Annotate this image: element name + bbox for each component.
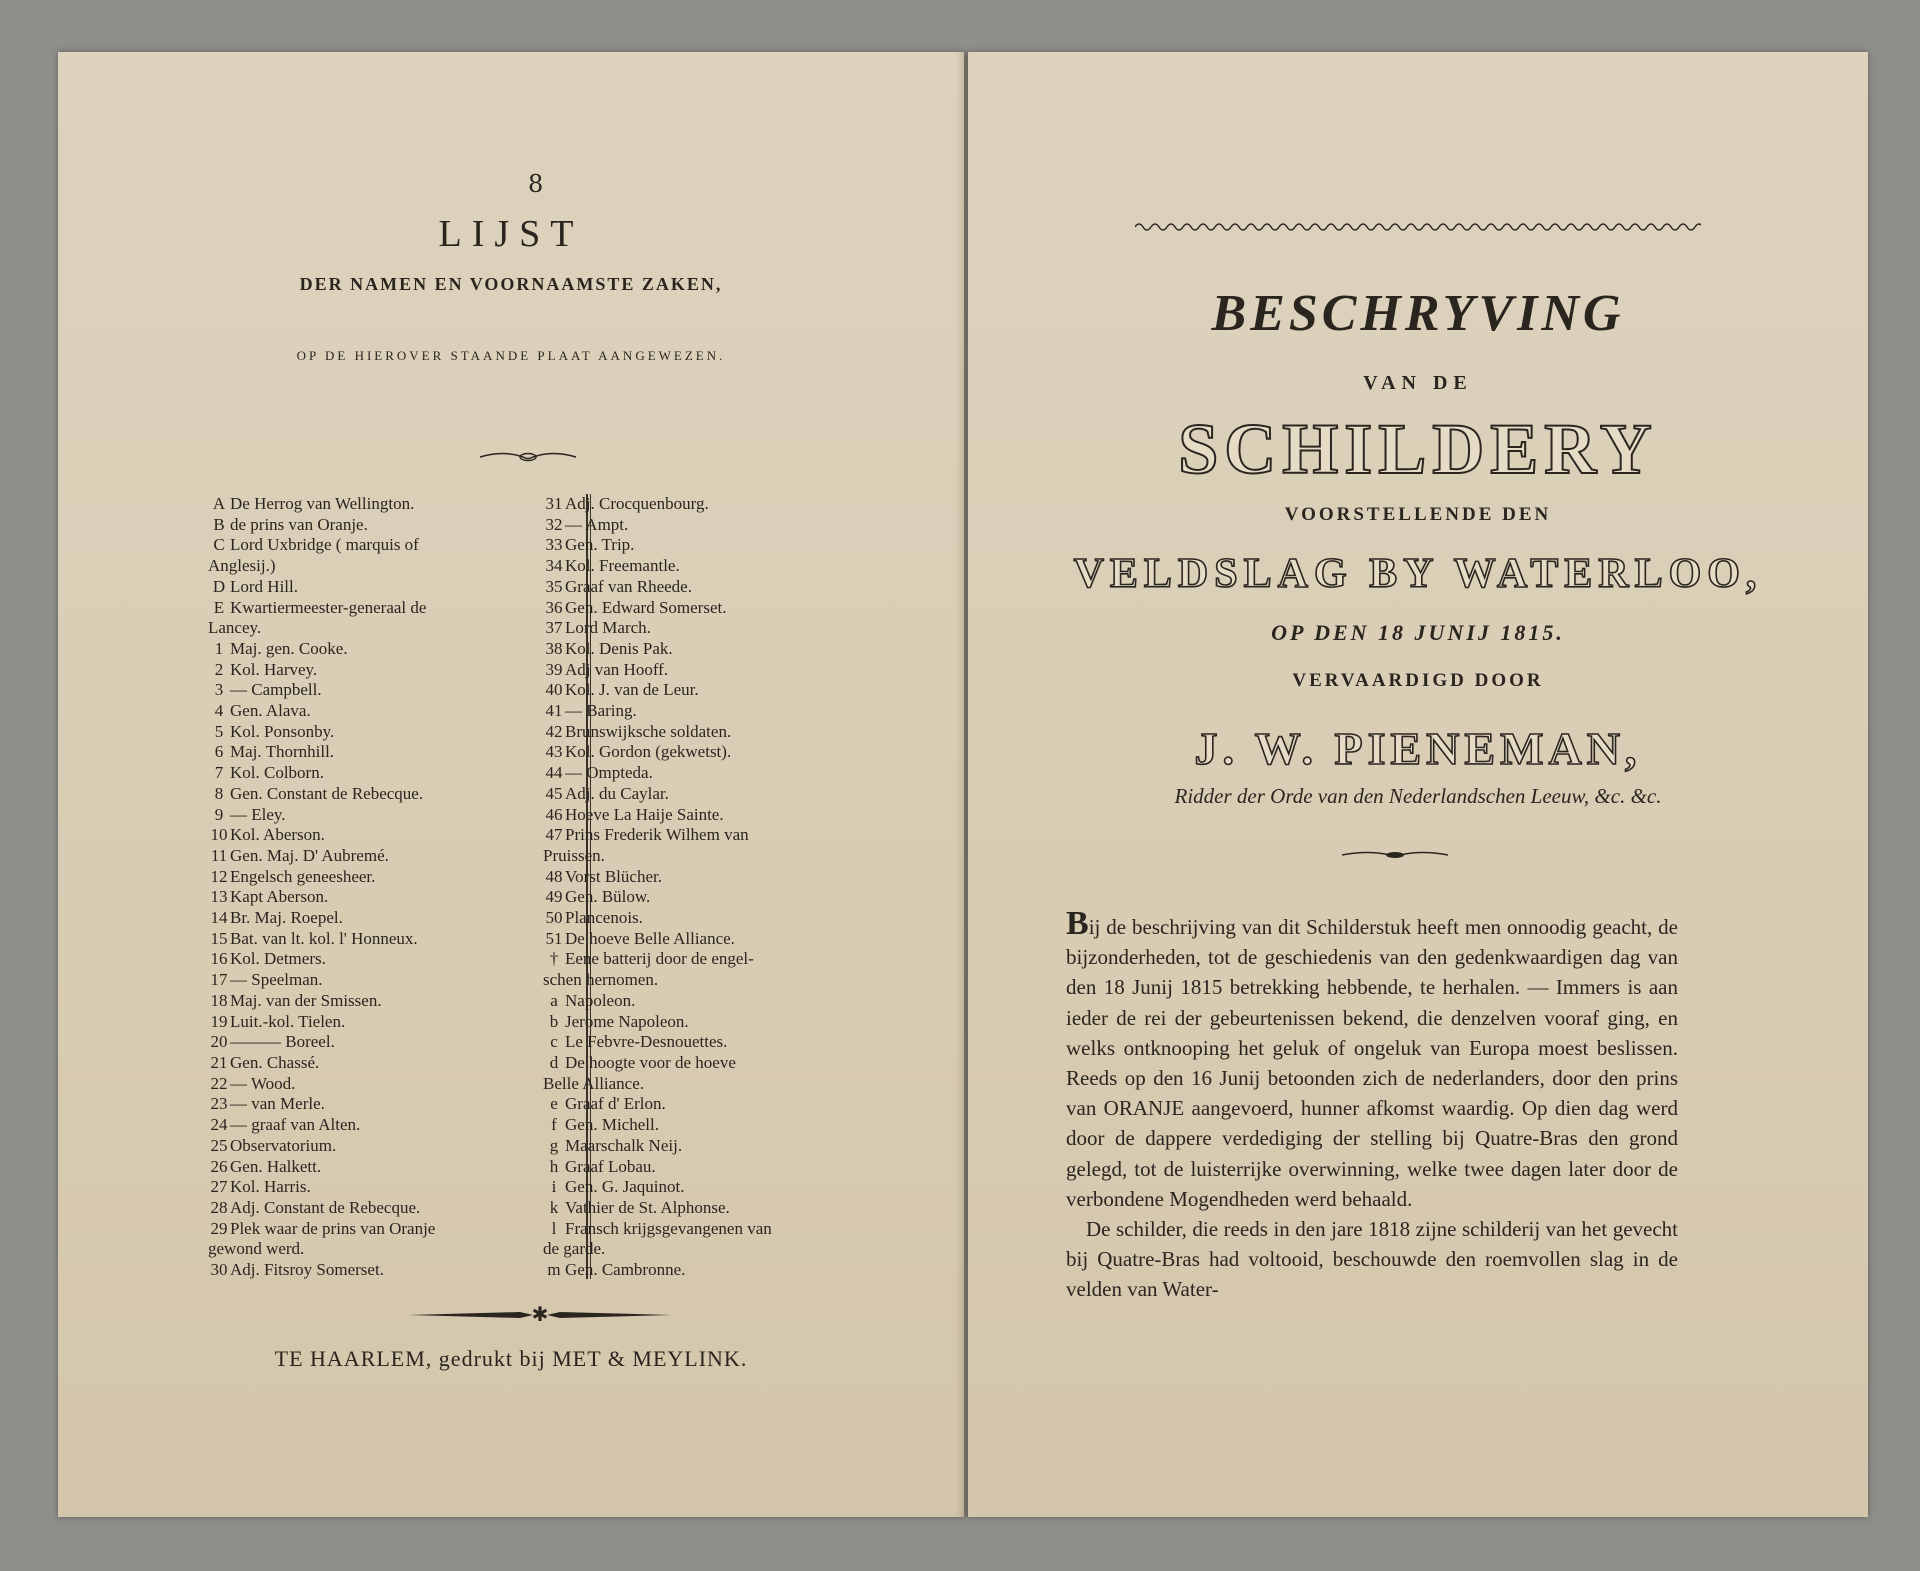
entry-text: Gen. Chassé. [230,1052,320,1072]
entry-text: — Ompteda. [565,763,653,783]
entry-text: Maj. gen. Cooke. [230,638,348,658]
list-entry [543,1012,913,1033]
entry-text: Kol. Aberson. [230,825,325,845]
paragraph-2: De schilder, die reeds in den jare 1818 zijne schilderij van het gevecht bij Quatre-Bras had voltooid, beschouwde den roemvollen slag in de velden van Water- [1066,1217,1678,1302]
entry-text: Br. Maj. Roepel. [230,908,343,928]
list-entry [208,598,583,619]
entry-text: Gen. Cambronne. [565,1260,686,1280]
entry-key: 23 [210,1094,228,1114]
list-entry [543,556,913,577]
entry-key: 39 [545,659,563,679]
list-entry [208,1157,583,1178]
list-entry [208,805,583,826]
paragraph-1: ij de beschrijving van dit Schilderstuk heeft men onnoodig geacht, de bijzonderheden, tot de geschiedenis van den gedenkwaardigen dag van den 18 Junij 1815 betrekking hebbende, te herhalen. — Immers is aan ieder de rei der gebeurtenissen bekend, die denzelven vooraf ging, en welks ontknooping het geluk of ongeluk van Europa moest beslissen. Reeds op den 16 Junij betoonden zich de nederlanders, door den prins van ORANJE aangevoerd, hunner afkomst waardig. Op dien dag werd door de dappere verdediging der stelling bij Quatre-Bras den grond gelegd, tot de luisterrijke overwinning, welke twee dagen later door de verbondene Mogendheden werd behaald. [1066,915,1678,1211]
entry-key: 37 [545,618,563,638]
entry-text: Bat. van lt. kol. l' Honneux. [230,928,418,948]
list-entry [208,929,583,950]
entry-continuation: gewond werd. [208,1239,305,1259]
entry-key: k [549,1197,559,1217]
list-entry [543,494,913,515]
list-entry [543,515,913,536]
entry-text: Plek waar de prins van Oranje [230,1218,436,1238]
entry-text: Vathier de St. Alphonse. [565,1197,730,1217]
list-entry [543,1260,913,1281]
list-entry [208,1012,583,1033]
page-number: 8 [528,170,544,198]
list-entry [543,598,913,619]
list-entry [208,970,583,991]
entry-key: 38 [545,638,563,658]
list-entry [208,515,583,536]
entry-text: Kol. Detmers. [230,949,326,969]
list-entry [208,577,583,598]
list-entry [543,1198,913,1219]
entry-text: Hoeve La Haije Sainte. [565,804,724,824]
entry-key: b [549,1011,559,1031]
author-title: Ridder der Orde van den Nederlandschen Leeuw, &c. &c. [1174,784,1662,808]
entry-key: 30 [210,1260,228,1280]
list-entry [208,1074,583,1095]
entry-key: † [549,949,559,969]
entry-text: — Ampt. [565,514,629,534]
list-entry [208,763,583,784]
entry-text: Kol. Gordon (gekwetst). [565,742,732,762]
entry-text: — van Merle. [230,1094,325,1114]
list-entry [543,805,913,826]
entry-text: De hoeve Belle Alliance. [565,928,735,948]
entry-text: Fransch krijgsgevangenen van [565,1218,772,1238]
entry-text: Graaf Lobau. [565,1156,656,1176]
list-entry [208,908,583,929]
entry-key: 15 [210,928,228,948]
entry-text: Gen. Halkett. [230,1156,322,1176]
entry-key: 7 [214,763,224,783]
entry-text: Lord Uxbridge ( marquis of [230,535,419,555]
list-entry [208,1053,583,1074]
entry-key: a [550,990,558,1010]
entry-text: Graaf d' Erlon. [565,1094,666,1114]
list-entry [208,846,583,867]
entry-key: 45 [545,783,563,803]
entry-text: Maarschalk Neij. [565,1135,683,1155]
entry-text: Graaf van Rheede. [565,576,692,596]
list-entry [208,701,583,722]
entry-key: 27 [210,1177,228,1197]
entry-key: 41 [545,701,563,721]
entry-key: g [549,1135,559,1155]
entry-text: Adj van Hooff. [565,659,669,679]
entry-text: de prins van Oranje. [230,514,368,534]
list-entry [543,722,913,743]
entry-key: 20 [210,1032,228,1052]
entry-key: 14 [210,908,228,928]
list-entry [543,825,913,846]
entry-text: Gen. G. Jaquinot. [565,1177,685,1197]
entry-text: Gen. Trip. [565,535,635,555]
asterisk-ornament-icon [405,1304,675,1326]
title-voorstellende: VOORSTELLENDE DEN [1284,504,1552,525]
list-entry [543,577,913,598]
entry-key: A [212,494,226,513]
entry-key: 5 [214,721,224,741]
list-entry [543,949,913,970]
printer-imprint: TE HAARLEM, gedrukt bij MET & MEYLINK. [274,1346,748,1371]
entry-key: 16 [210,949,228,969]
list-caption: OP DE HIEROVER STAANDE PLAAT AANGEWEZEN. [296,348,726,363]
entry-key: m [547,1260,561,1280]
list-entry [208,1198,583,1219]
list-entry [543,701,913,722]
entry-text: — Campbell. [230,680,322,700]
entry-key: C [213,535,225,555]
entry-key: 10 [210,825,228,845]
entry-key: 4 [214,701,224,721]
entry-text: ——— Boreel. [230,1032,335,1052]
entry-key: 34 [545,556,563,576]
list-entry [208,1260,583,1281]
entry-key: 36 [545,597,563,617]
entry-key: 40 [545,680,563,700]
entry-key: 11 [210,845,228,865]
entry-text: — Baring. [565,701,637,721]
list-entry [208,722,583,743]
list-entry [543,991,913,1012]
entry-key: B [213,514,225,534]
left-page [58,52,964,1517]
entry-key: 8 [214,783,224,803]
list-entry [543,1032,913,1053]
list-entry [543,763,913,784]
list-entry [208,660,583,681]
entry-continuation: Anglesij.) [208,556,276,576]
list-entry [208,991,583,1012]
entry-text: Gen. Michell. [565,1115,659,1135]
list-entry [543,742,913,763]
entry-key: l [551,1218,557,1238]
entry-key: 3 [214,680,224,700]
entry-key: 33 [545,535,563,555]
entry-key: f [551,1115,557,1135]
list-entry [543,535,913,556]
flourish-ornament-icon [1340,848,1450,862]
svg-text:✱: ✱ [531,1304,549,1326]
entry-text: Kol. Harris. [230,1177,311,1197]
entry-text: Lord March. [565,618,651,638]
entry-key: 47 [545,825,563,845]
list-entry [543,1219,913,1240]
entry-list-right [543,494,913,1281]
entry-key: 51 [545,928,563,948]
entry-text: — Speelman. [230,970,323,990]
entry-text: Lord Hill. [230,576,298,596]
entry-text: — Eley. [230,804,286,824]
list-entry [543,1157,913,1178]
list-subtitle: DER NAMEN EN VOORNAAMSTE ZAKEN, [299,274,723,294]
entry-text: Kol. Harvey. [230,659,318,679]
list-entry [543,1177,913,1198]
list-entry [208,825,583,846]
entry-key: 50 [545,908,563,928]
entry-key: 35 [545,576,563,596]
entry-text: Adj. Crocquenbourg. [565,494,709,513]
entry-text: — Wood. [230,1073,296,1093]
entry-key: 25 [210,1135,228,1155]
entry-text: Maj. Thornhill. [230,742,335,762]
body-text [1066,905,1678,1305]
list-entry [208,742,583,763]
entry-key: i [551,1177,557,1197]
right-page [968,52,1868,1517]
title-beschryving: BESCHRYVING [1211,285,1625,342]
entry-key: 46 [545,804,563,824]
list-entry [208,1032,583,1053]
entry-key: 32 [545,514,563,534]
entry-key: 13 [210,887,228,907]
entry-key: 29 [210,1218,228,1238]
list-entry [208,535,583,556]
entry-key: 44 [545,763,563,783]
list-entry [208,1177,583,1198]
list-entry [543,680,913,701]
list-entry [208,639,583,660]
entry-text: Gen. Bülow. [565,887,651,907]
list-entry [543,1115,913,1136]
paragraph [1066,905,1678,1214]
list-entry [543,784,913,805]
list-entry [543,1136,913,1157]
entry-text: Kol. Colborn. [230,763,324,783]
entry-continuation: Pruissen. [543,845,605,865]
entry-text: Adj. du Caylar. [565,783,669,803]
entry-key: 9 [214,804,224,824]
entry-key: E [213,597,225,617]
list-entry [208,1219,583,1240]
list-entry [543,887,913,908]
list-entry [543,929,913,950]
title-vervaardigd: VERVAARDIGD DOOR [1292,670,1544,691]
list-entry [543,618,913,639]
entry-key: d [549,1052,559,1072]
entry-key: 43 [545,742,563,762]
entry-continuation: de garde. [543,1239,606,1259]
entry-text: Adj. Constant de Rebecque. [230,1197,421,1217]
entry-text: Engelsch geneesheer. [230,866,376,886]
entry-text: Eene batterij door de engel- [565,949,754,969]
entry-key: 28 [210,1197,228,1217]
list-entry [543,908,913,929]
entry-text: Gen. Constant de Rebecque. [230,783,424,803]
list-entry [543,660,913,681]
entry-text: Le Febvre-Desnouettes. [565,1032,728,1052]
entry-text: Gen. Maj. D' Aubremé. [230,845,389,865]
entry-text: Plancenois. [565,908,643,928]
entry-key: 6 [214,742,224,762]
entry-key: 12 [210,866,228,886]
title-date: OP DEN 18 JUNIJ 1815. [1271,620,1565,645]
title-veldslag: VELDSLAG BY WATERLOO, [1073,551,1763,597]
list-entry [208,1094,583,1115]
entry-text: Brunswijksche soldaten. [565,721,732,741]
list-entry [543,1053,913,1074]
list-entry [543,867,913,888]
wavy-rule-ornament-icon [1135,220,1701,234]
entry-key: e [550,1094,558,1114]
flourish-ornament-icon [478,448,578,466]
title-van-de: VAN DE [1363,372,1473,394]
entry-key: 31 [545,494,563,513]
entry-key: c [550,1032,558,1052]
drop-cap: B [1066,905,1089,942]
entry-text: Vorst Blücher. [565,866,662,886]
list-entry [543,1094,913,1115]
entry-text: Luit.-kol. Tielen. [230,1011,346,1031]
list-entry [208,949,583,970]
entry-key: 22 [210,1073,228,1093]
entry-text: Observatorium. [230,1135,337,1155]
entry-key: 17 [210,970,228,990]
entry-key: 19 [210,1011,228,1031]
entry-key: 49 [545,887,563,907]
entry-text: Maj. van der Smissen. [230,990,382,1010]
entry-key: 18 [210,990,228,1010]
list-entry [208,1115,583,1136]
entry-text: De hoogte voor de hoeve [565,1052,736,1072]
entry-text: Prins Frederik Wilhem van [565,825,749,845]
list-entry [208,494,583,515]
entry-key: 26 [210,1156,228,1176]
list-title: LIJST [438,213,584,255]
entry-text: Napoleon. [565,990,636,1010]
list-entry [208,1136,583,1157]
entry-key: 48 [545,866,563,886]
entry-key: 2 [214,659,224,679]
entry-key: 24 [210,1115,228,1135]
list-entry [208,784,583,805]
entry-continuation: Lancey. [208,618,262,638]
entry-continuation: schen hernomen. [543,970,659,990]
list-entry [208,887,583,908]
entry-text: Kol. Ponsonby. [230,721,335,741]
entry-continuation: Belle Alliance. [543,1073,645,1093]
entry-text: Kol. J. van de Leur. [565,680,699,700]
entry-text: Kwartiermeester-generaal de [230,597,427,617]
entry-text: Kapt Aberson. [230,887,329,907]
entry-key: h [549,1156,559,1176]
list-entry [208,867,583,888]
entry-text: Kol. Denis Pak. [565,638,673,658]
entry-text: De Herrog van Wellington. [230,494,415,513]
entry-key: 1 [214,638,224,658]
entry-key: D [212,576,226,596]
entry-text: — graaf van Alten. [230,1115,361,1135]
entry-text: Gen. Alava. [230,701,311,721]
entry-text: Jerome Napoleon. [565,1011,689,1031]
author-name: J. W. PIENEMAN, [1194,723,1642,774]
entry-text: Kol. Freemantle. [565,556,680,576]
entry-list-left [208,494,583,1281]
entry-text: Gen. Edward Somerset. [565,597,727,617]
entry-text: Adj. Fitsroy Somerset. [230,1260,384,1280]
title-schildery: SCHILDERY [1178,409,1658,489]
list-entry [208,680,583,701]
entry-key: 21 [210,1052,228,1072]
list-entry [543,639,913,660]
entry-key: 42 [545,721,563,741]
